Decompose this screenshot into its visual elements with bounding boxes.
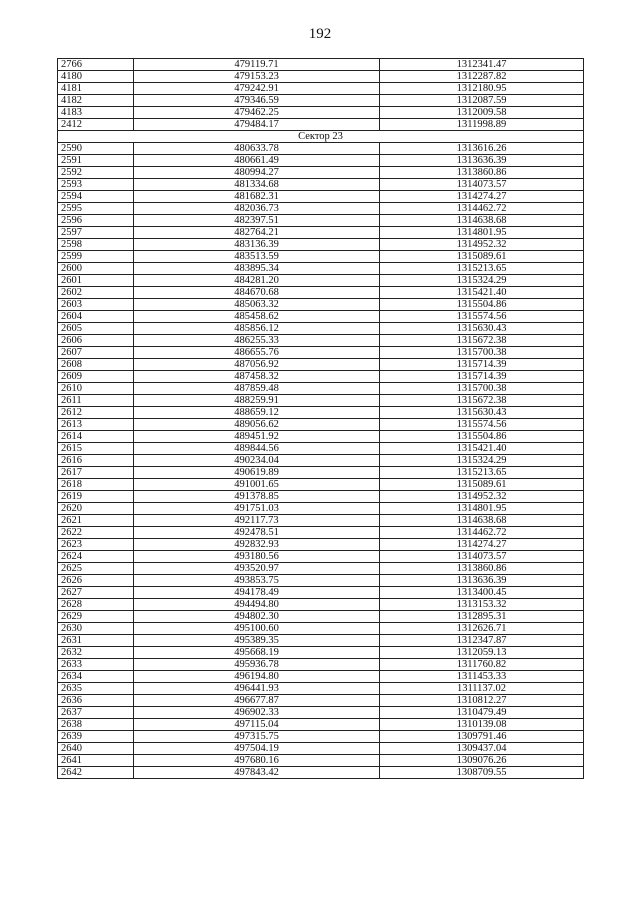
y-coordinate-cell: 1311453.33 <box>380 671 584 683</box>
y-coordinate-cell: 1314274.27 <box>380 539 584 551</box>
table-row <box>58 659 584 671</box>
y-coordinate-cell: 1315700.38 <box>380 383 584 395</box>
table-row <box>58 587 584 599</box>
table-row <box>58 563 584 575</box>
point-number-cell: 2611 <box>58 395 134 407</box>
table-row <box>58 83 584 95</box>
point-number-cell: 2630 <box>58 623 134 635</box>
table-row <box>58 191 584 203</box>
point-number-cell: 4183 <box>58 107 134 119</box>
x-coordinate-cell: 492117.73 <box>134 515 380 527</box>
x-coordinate-cell: 493520.97 <box>134 563 380 575</box>
y-coordinate-cell: 1314073.57 <box>380 551 584 563</box>
x-coordinate-cell: 482036.73 <box>134 203 380 215</box>
y-coordinate-cell: 1315504.86 <box>380 299 584 311</box>
table-row <box>58 227 584 239</box>
y-coordinate-cell: 1312895.31 <box>380 611 584 623</box>
x-coordinate-cell: 490234.04 <box>134 455 380 467</box>
y-coordinate-cell: 1315574.56 <box>380 419 584 431</box>
point-number-cell: 2604 <box>58 311 134 323</box>
point-number-cell: 2618 <box>58 479 134 491</box>
table-row <box>58 527 584 539</box>
y-coordinate-cell: 1315574.56 <box>380 311 584 323</box>
table-group-2 <box>58 143 584 779</box>
y-coordinate-cell: 1314638.68 <box>380 215 584 227</box>
point-number-cell: 2600 <box>58 263 134 275</box>
x-coordinate-cell: 491751.03 <box>134 503 380 515</box>
y-coordinate-cell: 1312180.95 <box>380 83 584 95</box>
point-number-cell: 2641 <box>58 755 134 767</box>
point-number-cell: 2636 <box>58 695 134 707</box>
point-number-cell: 2639 <box>58 731 134 743</box>
point-number-cell: 2608 <box>58 359 134 371</box>
point-number-cell: 4182 <box>58 95 134 107</box>
x-coordinate-cell: 493853.75 <box>134 575 380 587</box>
point-number-cell: 2594 <box>58 191 134 203</box>
x-coordinate-cell: 488259.91 <box>134 395 380 407</box>
x-coordinate-cell: 489056.62 <box>134 419 380 431</box>
x-coordinate-cell: 482397.51 <box>134 215 380 227</box>
table-row <box>58 443 584 455</box>
point-number-cell: 2412 <box>58 119 134 131</box>
table-row <box>58 635 584 647</box>
x-coordinate-cell: 496441.93 <box>134 683 380 695</box>
y-coordinate-cell: 1315324.29 <box>380 275 584 287</box>
x-coordinate-cell: 489451.92 <box>134 431 380 443</box>
point-number-cell: 2622 <box>58 527 134 539</box>
y-coordinate-cell: 1313616.26 <box>380 143 584 155</box>
table-row <box>58 383 584 395</box>
table-row <box>58 539 584 551</box>
table-row <box>58 287 584 299</box>
x-coordinate-cell: 487458.32 <box>134 371 380 383</box>
sector-header-row <box>58 131 584 143</box>
point-number-cell: 2635 <box>58 683 134 695</box>
x-coordinate-cell: 487859.48 <box>134 383 380 395</box>
page-number: 192 <box>308 26 332 42</box>
x-coordinate-cell: 495668.19 <box>134 647 380 659</box>
table-row <box>58 755 584 767</box>
y-coordinate-cell: 1309076.26 <box>380 755 584 767</box>
y-coordinate-cell: 1313860.86 <box>380 563 584 575</box>
y-coordinate-cell: 1315700.38 <box>380 347 584 359</box>
y-coordinate-cell: 1312009.58 <box>380 107 584 119</box>
y-coordinate-cell: 1310139.08 <box>380 719 584 731</box>
x-coordinate-cell: 496902.33 <box>134 707 380 719</box>
table-row <box>58 719 584 731</box>
table-row <box>58 263 584 275</box>
point-number-cell: 2766 <box>58 59 134 71</box>
table-row <box>58 239 584 251</box>
y-coordinate-cell: 1312087.59 <box>380 95 584 107</box>
y-coordinate-cell: 1314952.32 <box>380 239 584 251</box>
x-coordinate-cell: 485063.32 <box>134 299 380 311</box>
table-row <box>58 179 584 191</box>
x-coordinate-cell: 483895.34 <box>134 263 380 275</box>
point-number-cell: 2621 <box>58 515 134 527</box>
y-coordinate-cell: 1312287.82 <box>380 71 584 83</box>
x-coordinate-cell: 481334.68 <box>134 179 380 191</box>
x-coordinate-cell: 494494.80 <box>134 599 380 611</box>
sector-label: Сектор 23 <box>58 131 584 143</box>
point-number-cell: 2598 <box>58 239 134 251</box>
point-number-cell: 2615 <box>58 443 134 455</box>
table-row <box>58 395 584 407</box>
x-coordinate-cell: 485856.12 <box>134 323 380 335</box>
y-coordinate-cell: 1315672.38 <box>380 335 584 347</box>
x-coordinate-cell: 497115.04 <box>134 719 380 731</box>
y-coordinate-cell: 1315630.43 <box>380 323 584 335</box>
table-row <box>58 371 584 383</box>
point-number-cell: 2601 <box>58 275 134 287</box>
y-coordinate-cell: 1311998.89 <box>380 119 584 131</box>
y-coordinate-cell: 1315213.65 <box>380 263 584 275</box>
x-coordinate-cell: 484281.20 <box>134 275 380 287</box>
table-row <box>58 311 584 323</box>
x-coordinate-cell: 492832.93 <box>134 539 380 551</box>
x-coordinate-cell: 479484.17 <box>134 119 380 131</box>
point-number-cell: 2602 <box>58 287 134 299</box>
table-row <box>58 419 584 431</box>
x-coordinate-cell: 493180.56 <box>134 551 380 563</box>
table-row <box>58 71 584 83</box>
point-number-cell: 2607 <box>58 347 134 359</box>
table-row <box>58 59 584 71</box>
table-row <box>58 95 584 107</box>
point-number-cell: 2593 <box>58 179 134 191</box>
x-coordinate-cell: 479119.71 <box>134 59 380 71</box>
y-coordinate-cell: 1314801.95 <box>380 227 584 239</box>
table-row <box>58 467 584 479</box>
x-coordinate-cell: 484670.68 <box>134 287 380 299</box>
point-number-cell: 2634 <box>58 671 134 683</box>
table-row <box>58 215 584 227</box>
x-coordinate-cell: 479462.25 <box>134 107 380 119</box>
point-number-cell: 2631 <box>58 635 134 647</box>
point-number-cell: 2614 <box>58 431 134 443</box>
x-coordinate-cell: 497680.16 <box>134 755 380 767</box>
x-coordinate-cell: 490619.89 <box>134 467 380 479</box>
table-row <box>58 731 584 743</box>
x-coordinate-cell: 494178.49 <box>134 587 380 599</box>
point-number-cell: 2632 <box>58 647 134 659</box>
table-row <box>58 515 584 527</box>
point-number-cell: 2590 <box>58 143 134 155</box>
y-coordinate-cell: 1314462.72 <box>380 203 584 215</box>
y-coordinate-cell: 1315630.43 <box>380 407 584 419</box>
point-number-cell: 2610 <box>58 383 134 395</box>
table-row <box>58 671 584 683</box>
x-coordinate-cell: 496677.87 <box>134 695 380 707</box>
point-number-cell: 2619 <box>58 491 134 503</box>
y-coordinate-cell: 1312626.71 <box>380 623 584 635</box>
table-row <box>58 683 584 695</box>
table-row <box>58 323 584 335</box>
point-number-cell: 2616 <box>58 455 134 467</box>
table-row <box>58 275 584 287</box>
x-coordinate-cell: 480633.78 <box>134 143 380 155</box>
point-number-cell: 2624 <box>58 551 134 563</box>
table-row <box>58 707 584 719</box>
x-coordinate-cell: 479242.91 <box>134 83 380 95</box>
x-coordinate-cell: 496194.80 <box>134 671 380 683</box>
y-coordinate-cell: 1315421.40 <box>380 287 584 299</box>
y-coordinate-cell: 1315421.40 <box>380 443 584 455</box>
x-coordinate-cell: 491378.85 <box>134 491 380 503</box>
table-row <box>58 335 584 347</box>
y-coordinate-cell: 1314638.68 <box>380 515 584 527</box>
table-row <box>58 299 584 311</box>
y-coordinate-cell: 1313636.39 <box>380 155 584 167</box>
table-row <box>58 431 584 443</box>
table-group-1 <box>58 59 584 131</box>
x-coordinate-cell: 486255.33 <box>134 335 380 347</box>
y-coordinate-cell: 1314073.57 <box>380 179 584 191</box>
x-coordinate-cell: 482764.21 <box>134 227 380 239</box>
x-coordinate-cell: 483136.39 <box>134 239 380 251</box>
point-number-cell: 2629 <box>58 611 134 623</box>
y-coordinate-cell: 1312059.13 <box>380 647 584 659</box>
y-coordinate-cell: 1315504.86 <box>380 431 584 443</box>
point-number-cell: 2640 <box>58 743 134 755</box>
x-coordinate-cell: 486655.76 <box>134 347 380 359</box>
point-number-cell: 2637 <box>58 707 134 719</box>
sector-header-group <box>58 131 584 143</box>
y-coordinate-cell: 1314274.27 <box>380 191 584 203</box>
table-row <box>58 155 584 167</box>
table-row <box>58 347 584 359</box>
point-number-cell: 2597 <box>58 227 134 239</box>
table-row <box>58 767 584 779</box>
y-coordinate-cell: 1315324.29 <box>380 455 584 467</box>
x-coordinate-cell: 495389.35 <box>134 635 380 647</box>
y-coordinate-cell: 1308709.55 <box>380 767 584 779</box>
point-number-cell: 2617 <box>58 467 134 479</box>
y-coordinate-cell: 1313860.86 <box>380 167 584 179</box>
point-number-cell: 2633 <box>58 659 134 671</box>
point-number-cell: 2599 <box>58 251 134 263</box>
y-coordinate-cell: 1314801.95 <box>380 503 584 515</box>
y-coordinate-cell: 1313636.39 <box>380 575 584 587</box>
table-row <box>58 143 584 155</box>
table-row <box>58 599 584 611</box>
x-coordinate-cell: 489844.56 <box>134 443 380 455</box>
y-coordinate-cell: 1314462.72 <box>380 527 584 539</box>
y-coordinate-cell: 1315089.61 <box>380 251 584 263</box>
point-number-cell: 2609 <box>58 371 134 383</box>
x-coordinate-cell: 485458.62 <box>134 311 380 323</box>
point-number-cell: 4180 <box>58 71 134 83</box>
table-row <box>58 119 584 131</box>
x-coordinate-cell: 495100.60 <box>134 623 380 635</box>
point-number-cell: 2626 <box>58 575 134 587</box>
table-row <box>58 743 584 755</box>
x-coordinate-cell: 487056.92 <box>134 359 380 371</box>
table-row <box>58 407 584 419</box>
y-coordinate-cell: 1315714.39 <box>380 371 584 383</box>
y-coordinate-cell: 1310812.27 <box>380 695 584 707</box>
table-row <box>58 551 584 563</box>
y-coordinate-cell: 1310479.49 <box>380 707 584 719</box>
x-coordinate-cell: 480661.49 <box>134 155 380 167</box>
point-number-cell: 2613 <box>58 419 134 431</box>
point-number-cell: 2603 <box>58 299 134 311</box>
y-coordinate-cell: 1312347.87 <box>380 635 584 647</box>
y-coordinate-cell: 1313153.32 <box>380 599 584 611</box>
point-number-cell: 2628 <box>58 599 134 611</box>
point-number-cell: 2605 <box>58 323 134 335</box>
y-coordinate-cell: 1314952.32 <box>380 491 584 503</box>
y-coordinate-cell: 1313400.45 <box>380 587 584 599</box>
y-coordinate-cell: 1311760.82 <box>380 659 584 671</box>
table-row <box>58 359 584 371</box>
point-number-cell: 2638 <box>58 719 134 731</box>
table-row <box>58 695 584 707</box>
x-coordinate-cell: 492478.51 <box>134 527 380 539</box>
x-coordinate-cell: 497315.75 <box>134 731 380 743</box>
point-number-cell: 2595 <box>58 203 134 215</box>
table-row <box>58 623 584 635</box>
point-number-cell: 2625 <box>58 563 134 575</box>
point-number-cell: 2627 <box>58 587 134 599</box>
x-coordinate-cell: 497504.19 <box>134 743 380 755</box>
y-coordinate-cell: 1315089.61 <box>380 479 584 491</box>
x-coordinate-cell: 497843.42 <box>134 767 380 779</box>
x-coordinate-cell: 495936.78 <box>134 659 380 671</box>
y-coordinate-cell: 1315672.38 <box>380 395 584 407</box>
table-row <box>58 203 584 215</box>
table-row <box>58 611 584 623</box>
table-row <box>58 647 584 659</box>
x-coordinate-cell: 480994.27 <box>134 167 380 179</box>
point-number-cell: 2623 <box>58 539 134 551</box>
point-number-cell: 2620 <box>58 503 134 515</box>
y-coordinate-cell: 1309437.04 <box>380 743 584 755</box>
y-coordinate-cell: 1311137.02 <box>380 683 584 695</box>
table-row <box>58 575 584 587</box>
table-row <box>58 479 584 491</box>
x-coordinate-cell: 483513.59 <box>134 251 380 263</box>
point-number-cell: 4181 <box>58 83 134 95</box>
table-row <box>58 107 584 119</box>
x-coordinate-cell: 479153.23 <box>134 71 380 83</box>
x-coordinate-cell: 481682.31 <box>134 191 380 203</box>
table-row <box>58 455 584 467</box>
point-number-cell: 2592 <box>58 167 134 179</box>
x-coordinate-cell: 494802.30 <box>134 611 380 623</box>
point-number-cell: 2612 <box>58 407 134 419</box>
point-number-cell: 2606 <box>58 335 134 347</box>
point-number-cell: 2591 <box>58 155 134 167</box>
table-row <box>58 503 584 515</box>
point-number-cell: 2596 <box>58 215 134 227</box>
y-coordinate-cell: 1312341.47 <box>380 59 584 71</box>
y-coordinate-cell: 1315213.65 <box>380 467 584 479</box>
x-coordinate-cell: 488659.12 <box>134 407 380 419</box>
coordinates-table <box>57 58 584 779</box>
table-row <box>58 491 584 503</box>
table-row <box>58 251 584 263</box>
x-coordinate-cell: 491001.65 <box>134 479 380 491</box>
x-coordinate-cell: 479346.59 <box>134 95 380 107</box>
y-coordinate-cell: 1315714.39 <box>380 359 584 371</box>
table-row <box>58 167 584 179</box>
point-number-cell: 2642 <box>58 767 134 779</box>
y-coordinate-cell: 1309791.46 <box>380 731 584 743</box>
